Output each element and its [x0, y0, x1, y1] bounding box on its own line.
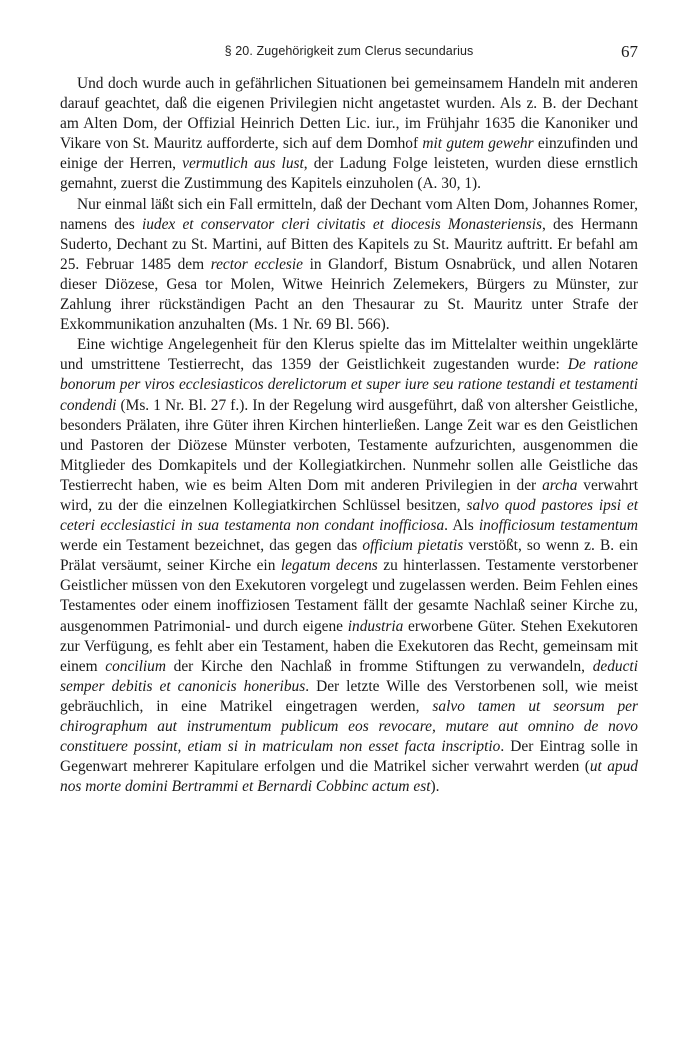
text-run: der Kirche den Nachlaß in fromme Stiftungen zu verwandeln, [165, 657, 593, 675]
latin-term: inofficiosum testamentum [478, 517, 638, 535]
text-run: verwahrt wird, zu der die einzelnen Kollegiatkirchen Schlüssel besitzen, [60, 476, 638, 514]
paragraph [60, 195, 638, 336]
latin-term: iudex et conservator cleri civitatis et diocesis Monasteriensis [141, 215, 542, 233]
latin-term: officium pietatis [362, 537, 464, 555]
latin-term: concilium [105, 657, 166, 675]
text-run: ). [430, 778, 440, 796]
latin-term: rector ecclesie [210, 255, 304, 273]
latin-term: salvo tamen ut seorsum per chirographum aut instrumentum publicum eos revocare, mutare aut omnino de novo constituere possint, etiam si in matriculam non esset facta inscriptio [60, 697, 638, 756]
text-run: . Der Eintrag solle in Gegenwart mehrerer Kapitulare erfolgen und die Matrikel sicher verwahrt werden ( [60, 738, 638, 776]
text-run: . Der letzte Wille des Verstorbenen soll, wie meist gebräuchlich, in eine Matrikel eingetragen werden, [60, 677, 638, 715]
text-run: Nur einmal läßt sich ein Fall ermitteln, daß der Dechant vom Alten Dom, Johannes Romer, namens des [60, 195, 638, 233]
text-run: , des Hermann Suderto, Dechant zu St. Martini, auf Bitten des Kapitels zu St. Mauritz auftritt. Er befahl am 25. Februar 1485 dem [60, 215, 638, 273]
body-text [60, 74, 638, 797]
latin-term: ut apud nos morte domini Bertrammi et Bernardi Cobbinc actum est [60, 758, 638, 796]
text-run: , der Ladung Folge leisteten, wurden diese ernstlich gemahnt, zuerst die Zustimmung des Kapitels einzuholen (A. 30, 1). [60, 155, 638, 193]
latin-term: De ratione bonorum per viros ecclesiasticos derelictorum et super iure seu ratione testandi et testamenti condendi [60, 356, 638, 414]
latin-term: industria [347, 617, 404, 635]
text-run: . Als [444, 517, 479, 535]
paragraph [60, 335, 638, 797]
latin-term: salvo quod pastores ipsi et ceteri ecclesiastici in sua testamenta non condant inofficiosa [60, 496, 639, 535]
latin-term: deducti semper debitis et canonicis honeribus [60, 657, 638, 695]
running-head [60, 42, 638, 62]
text-run: Eine wichtige Angelegenheit für den Klerus spielte das im Mittelalter weithin ungeklärte und umstrittene Testierrecht, das 1359 der Geistlichkeit zugestanden wurde: [60, 336, 638, 374]
text-run: erworbene Güter. Stehen Exekutoren zur Verfügung, es fehlt aber ein Testament, haben die Exekutoren das Recht, gemeinsam mit einem [60, 617, 638, 675]
text-run: verstößt, so wenn z. B. ein Prälat versäumt, seiner Kirche ein [60, 537, 638, 575]
paragraph [60, 74, 638, 195]
text-run: werde ein Testament bezeichnet, das gegen das [60, 537, 363, 555]
latin-term: vermutlich aus lust [182, 155, 304, 173]
text-run: zu hinterlassen. Testamente verstorbener Geistlicher müssen von den Exekutoren vorgelegt und zugelassen werden. Beim Fehlen eines Testamentes oder einem inoffiziosen Testament fällt der gesamte Nachlaß seiner Kirche zu, ausgenommen Patrimonial- und durch eigene [60, 557, 638, 635]
text-run: in Glandorf, Bistum Osnabrück, und allen Notaren dieser Diözese, Gesa tor Molen, Witwe Heinrich Zelemekers, Bürgers zu Münster, zur Zahlung ihrer rückständigen Pacht an den Thesaurar zu St. Mauritz unter Strafe der Exkommunikation anzuhalten (Ms. 1 Nr. 69 Bl. 566). [60, 255, 638, 334]
text-run: (Ms. 1 Nr. Bl. 27 f.). In der Regelung wird ausgeführt, daß von altersher Geistliche, besonders Prälaten, ihre Güter ihren Kirchen hinterließen. Lange Zeit war es den Geistlichen und Pastoren der Diözese Münster verboten, Testamente aufzurichten, ausgenommen die Mitglieder des Domkapitels und der Kollegiatkirchen. Nunmehr sollen alle Geistliche das Testierrecht haben, wie es beim Alten Dom mit anderen Privilegien in der [60, 396, 638, 494]
text-run: einzufinden und einige der Herren, [60, 135, 638, 173]
latin-term: legatum decens [280, 557, 378, 575]
latin-term: mit gutem gewehr [422, 135, 534, 153]
page-number: 67 [621, 42, 638, 61]
text-run: Und doch wurde auch in gefährlichen Situationen bei gemeinsamem Handeln mit anderen darauf geachtet, daß die eigenen Privilegien nicht angetastet wurden. Als z. B. der Dechant am Alten Dom, der Offizial Heinrich Detten Lic. iur., im Frühjahr 1635 die Kanoniker und Vikare von St. Mauritz aufforderte, sich auf dem Domhof [60, 75, 638, 153]
running-title: § 20. Zugehörigkeit zum Clerus secundarius [224, 44, 474, 58]
latin-term: archa [542, 476, 578, 494]
